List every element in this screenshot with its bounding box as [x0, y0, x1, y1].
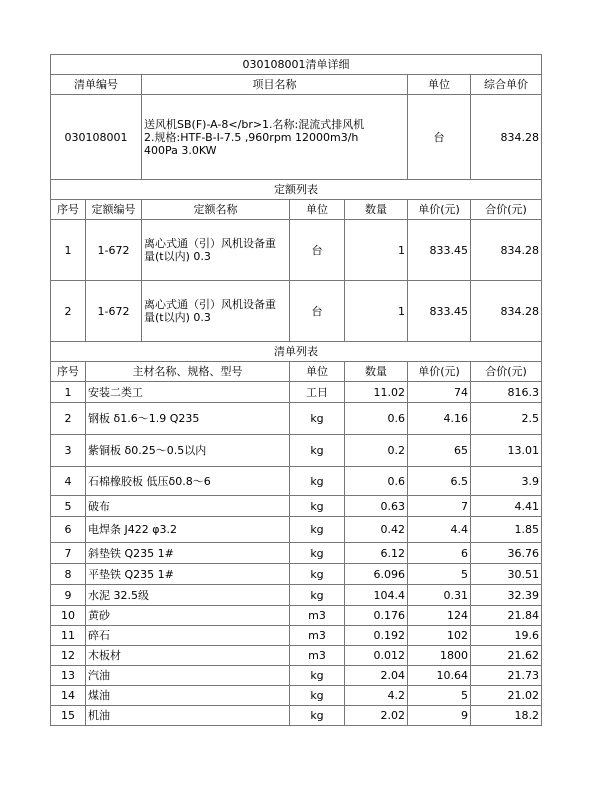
bill-price: 834.28 — [471, 95, 542, 180]
bill-title-row — [51, 55, 542, 75]
material-qty: 11.02 — [345, 382, 408, 403]
material-price: 74 — [408, 382, 471, 403]
material-qty: 0.176 — [345, 606, 408, 626]
quota-header-qty: 数量 — [345, 200, 408, 220]
material-unit: kg — [290, 543, 345, 564]
material-name: 机油 — [86, 706, 290, 726]
quota-name-line: 量(t以内) 0.3 — [144, 250, 211, 263]
quota-header-total: 合价(元) — [471, 200, 542, 220]
bill-title: 030108001清单详细 — [51, 55, 542, 75]
quota-name-line: 量(t以内) 0.3 — [144, 311, 211, 324]
material-qty: 2.02 — [345, 706, 408, 726]
material-price: 7 — [408, 496, 471, 517]
material-name: 破布 — [86, 496, 290, 517]
materials-title: 清单列表 — [51, 342, 542, 362]
material-total: 2.5 — [471, 403, 542, 435]
materials-header-total: 合价(元) — [471, 362, 542, 382]
material-name: 斜垫铁 Q235 1# — [86, 543, 290, 564]
material-name: 黄砂 — [86, 606, 290, 626]
bill-unit: 台 — [408, 95, 471, 180]
detail-table — [50, 179, 542, 726]
materials-header-qty: 数量 — [345, 362, 408, 382]
material-unit: kg — [290, 403, 345, 435]
material-total: 30.51 — [471, 564, 542, 585]
material-price: 124 — [408, 606, 471, 626]
material-name: 紫铜板 δ0.25～0.5以内 — [86, 435, 290, 467]
bill-name-line: 2.规格:HTF-B-I-7.5 ,960rpm 12000m3/h — [144, 130, 359, 144]
material-seq: 5 — [51, 496, 86, 517]
material-price: 9 — [408, 706, 471, 726]
material-row — [51, 564, 542, 585]
material-seq: 10 — [51, 606, 86, 626]
header-code: 清单编号 — [51, 75, 142, 95]
header-unit: 单位 — [408, 75, 471, 95]
quota-row — [51, 281, 542, 342]
material-unit: 工日 — [290, 382, 345, 403]
material-row — [51, 543, 542, 564]
material-name: 水泥 32.5级 — [86, 585, 290, 606]
material-unit: kg — [290, 686, 345, 706]
material-price: 4.16 — [408, 403, 471, 435]
material-name: 煤油 — [86, 686, 290, 706]
material-name: 碎石 — [86, 626, 290, 646]
material-qty: 6.12 — [345, 543, 408, 564]
quota-unit: 台 — [290, 220, 345, 281]
material-seq: 1 — [51, 382, 86, 403]
material-unit: m3 — [290, 606, 345, 626]
material-seq: 12 — [51, 646, 86, 666]
material-row — [51, 686, 542, 706]
material-row — [51, 496, 542, 517]
material-total: 3.9 — [471, 467, 542, 496]
material-seq: 3 — [51, 435, 86, 467]
material-unit: m3 — [290, 646, 345, 666]
material-price: 4.4 — [408, 517, 471, 543]
quota-total: 834.28 — [471, 220, 542, 281]
quota-code: 1-672 — [86, 220, 142, 281]
materials-header-price: 单价(元) — [408, 362, 471, 382]
material-seq: 15 — [51, 706, 86, 726]
quota-name-line: 离心式通（引）风机设备重 — [144, 298, 276, 311]
quota-qty: 1 — [345, 220, 408, 281]
material-qty: 6.096 — [345, 564, 408, 585]
material-unit: kg — [290, 496, 345, 517]
material-row — [51, 382, 542, 403]
material-total: 36.76 — [471, 543, 542, 564]
materials-header-seq: 序号 — [51, 362, 86, 382]
material-name: 钢板 δ1.6～1.9 Q235 — [86, 403, 290, 435]
material-name: 汽油 — [86, 666, 290, 686]
material-qty: 0.63 — [345, 496, 408, 517]
material-row — [51, 467, 542, 496]
material-name: 安装二类工 — [86, 382, 290, 403]
material-total: 21.73 — [471, 666, 542, 686]
material-qty: 0.42 — [345, 517, 408, 543]
bill-name-line: 送风机SB(F)-A-8</br>1.名称:混流式排风机 — [144, 117, 365, 131]
material-seq: 4 — [51, 467, 86, 496]
material-price: 6 — [408, 543, 471, 564]
material-name: 平垫铁 Q235 1# — [86, 564, 290, 585]
quota-header-price: 单价(元) — [408, 200, 471, 220]
material-total: 816.3 — [471, 382, 542, 403]
material-total: 13.01 — [471, 435, 542, 467]
quota-name — [142, 281, 290, 342]
material-seq: 6 — [51, 517, 86, 543]
material-seq: 13 — [51, 666, 86, 686]
header-price: 综合单价 — [471, 75, 542, 95]
material-unit: kg — [290, 564, 345, 585]
quota-title: 定额列表 — [51, 180, 542, 200]
material-qty: 0.6 — [345, 403, 408, 435]
quota-price: 833.45 — [408, 220, 471, 281]
bill-table — [50, 54, 542, 180]
material-name: 电焊条 J422 φ3.2 — [86, 517, 290, 543]
bill-code: 030108001 — [51, 95, 142, 180]
material-unit: kg — [290, 706, 345, 726]
material-total: 19.6 — [471, 626, 542, 646]
material-row — [51, 517, 542, 543]
material-seq: 2 — [51, 403, 86, 435]
quota-total: 834.28 — [471, 281, 542, 342]
quota-code: 1-672 — [86, 281, 142, 342]
material-total: 21.62 — [471, 646, 542, 666]
bill-header-row — [51, 75, 542, 95]
quota-name-line: 离心式通（引）风机设备重 — [144, 237, 276, 250]
material-price: 5 — [408, 564, 471, 585]
material-unit: kg — [290, 435, 345, 467]
material-row — [51, 435, 542, 467]
material-qty: 0.192 — [345, 626, 408, 646]
material-unit: kg — [290, 467, 345, 496]
material-total: 21.02 — [471, 686, 542, 706]
quota-name — [142, 220, 290, 281]
material-row — [51, 646, 542, 666]
materials-header-name: 主材名称、规格、型号 — [86, 362, 290, 382]
quota-header-code: 定额编号 — [86, 200, 142, 220]
material-price: 65 — [408, 435, 471, 467]
quota-title-row — [51, 180, 542, 200]
materials-header-row — [51, 362, 542, 382]
material-unit: kg — [290, 517, 345, 543]
material-total: 21.84 — [471, 606, 542, 626]
material-price: 0.31 — [408, 585, 471, 606]
quota-qty: 1 — [345, 281, 408, 342]
materials-title-row — [51, 342, 542, 362]
material-seq: 8 — [51, 564, 86, 585]
quota-price: 833.45 — [408, 281, 471, 342]
quota-header-name: 定额名称 — [142, 200, 290, 220]
material-unit: kg — [290, 585, 345, 606]
quota-header-unit: 单位 — [290, 200, 345, 220]
material-price: 5 — [408, 686, 471, 706]
materials-header-unit: 单位 — [290, 362, 345, 382]
material-qty: 0.2 — [345, 435, 408, 467]
bill-name-line: 400Pa 3.0KW — [144, 143, 217, 157]
material-row — [51, 606, 542, 626]
quota-row — [51, 220, 542, 281]
material-row — [51, 706, 542, 726]
material-price: 10.64 — [408, 666, 471, 686]
material-total: 18.2 — [471, 706, 542, 726]
quota-seq: 2 — [51, 281, 86, 342]
material-row — [51, 403, 542, 435]
material-total: 4.41 — [471, 496, 542, 517]
quota-header-row — [51, 200, 542, 220]
material-seq: 7 — [51, 543, 86, 564]
material-name: 木板材 — [86, 646, 290, 666]
material-qty: 0.6 — [345, 467, 408, 496]
material-price: 1800 — [408, 646, 471, 666]
material-price: 6.5 — [408, 467, 471, 496]
bill-name — [142, 95, 408, 180]
material-price: 102 — [408, 626, 471, 646]
material-row — [51, 666, 542, 686]
material-qty: 104.4 — [345, 585, 408, 606]
header-name: 项目名称 — [142, 75, 408, 95]
material-unit: m3 — [290, 626, 345, 646]
material-seq: 14 — [51, 686, 86, 706]
material-unit: kg — [290, 666, 345, 686]
material-total: 32.39 — [471, 585, 542, 606]
quota-header-seq: 序号 — [51, 200, 86, 220]
material-total: 1.85 — [471, 517, 542, 543]
quota-seq: 1 — [51, 220, 86, 281]
material-row — [51, 585, 542, 606]
bill-row — [51, 95, 542, 180]
material-seq: 9 — [51, 585, 86, 606]
material-qty: 4.2 — [345, 686, 408, 706]
material-qty: 0.012 — [345, 646, 408, 666]
material-row — [51, 626, 542, 646]
material-name: 石棉橡胶板 低压δ0.8～6 — [86, 467, 290, 496]
material-qty: 2.04 — [345, 666, 408, 686]
material-seq: 11 — [51, 626, 86, 646]
quota-unit: 台 — [290, 281, 345, 342]
